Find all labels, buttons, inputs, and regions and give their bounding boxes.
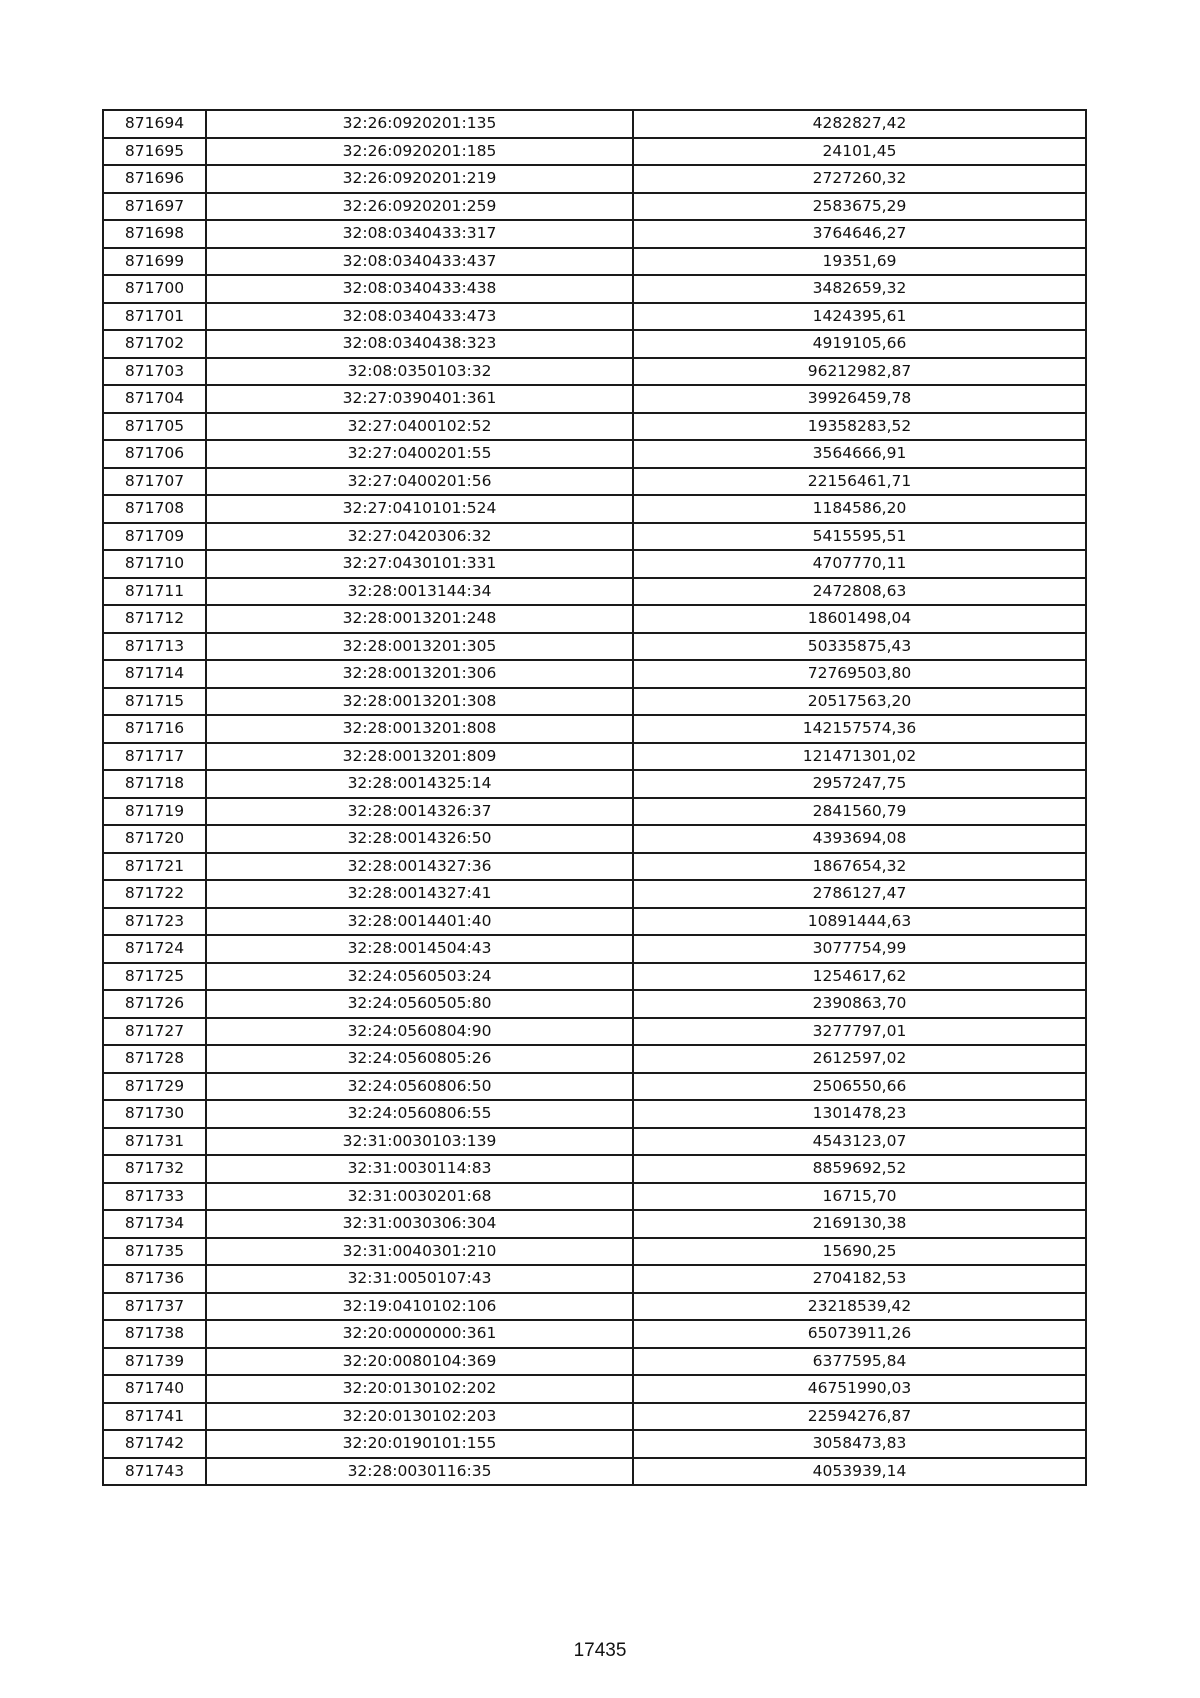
row-id-cell: 871696 (103, 165, 206, 193)
cadastral-number-cell: 32:24:0560806:50 (206, 1073, 633, 1101)
cadastral-number-cell: 32:27:0420306:32 (206, 523, 633, 551)
table-row (103, 605, 1086, 633)
value-cell: 4919105,66 (633, 330, 1086, 358)
cadastral-number-cell: 32:28:0030116:35 (206, 1458, 633, 1486)
cadastral-number-cell: 32:08:0340433:317 (206, 220, 633, 248)
cadastral-number-cell: 32:28:0013201:248 (206, 605, 633, 633)
value-cell: 5415595,51 (633, 523, 1086, 551)
row-id-cell: 871706 (103, 440, 206, 468)
value-cell: 4053939,14 (633, 1458, 1086, 1486)
row-id-cell: 871718 (103, 770, 206, 798)
cadastral-number-cell: 32:28:0014401:40 (206, 908, 633, 936)
value-cell: 39926459,78 (633, 385, 1086, 413)
cadastral-number-cell: 32:24:0560805:26 (206, 1045, 633, 1073)
row-id-cell: 871729 (103, 1073, 206, 1101)
row-id-cell: 871724 (103, 935, 206, 963)
value-cell: 2957247,75 (633, 770, 1086, 798)
row-id-cell: 871715 (103, 688, 206, 716)
table-row (103, 358, 1086, 386)
table-row (103, 770, 1086, 798)
cadastral-number-cell: 32:31:0050107:43 (206, 1265, 633, 1293)
table-row (103, 1348, 1086, 1376)
table-row (103, 550, 1086, 578)
table-row (103, 935, 1086, 963)
row-id-cell: 871707 (103, 468, 206, 496)
row-id-cell: 871731 (103, 1128, 206, 1156)
cadastral-number-cell: 32:08:0350103:32 (206, 358, 633, 386)
value-cell: 1867654,32 (633, 853, 1086, 881)
row-id-cell: 871700 (103, 275, 206, 303)
cadastral-number-cell: 32:28:0014326:50 (206, 825, 633, 853)
cadastral-number-cell: 32:20:0130102:202 (206, 1375, 633, 1403)
row-id-cell: 871697 (103, 193, 206, 221)
value-cell: 1184586,20 (633, 495, 1086, 523)
cadastral-number-cell: 32:31:0030201:68 (206, 1183, 633, 1211)
value-cell: 3764646,27 (633, 220, 1086, 248)
row-id-cell: 871711 (103, 578, 206, 606)
value-cell: 2727260,32 (633, 165, 1086, 193)
row-id-cell: 871695 (103, 138, 206, 166)
value-cell: 1301478,23 (633, 1100, 1086, 1128)
row-id-cell: 871699 (103, 248, 206, 276)
value-cell: 4707770,11 (633, 550, 1086, 578)
table-row (103, 413, 1086, 441)
table-row (103, 1293, 1086, 1321)
cadastral-number-cell: 32:31:0040301:210 (206, 1238, 633, 1266)
table-row (103, 880, 1086, 908)
value-cell: 50335875,43 (633, 633, 1086, 661)
value-cell: 15690,25 (633, 1238, 1086, 1266)
value-cell: 18601498,04 (633, 605, 1086, 633)
row-id-cell: 871720 (103, 825, 206, 853)
cadastral-number-cell: 32:08:0340433:473 (206, 303, 633, 331)
row-id-cell: 871742 (103, 1430, 206, 1458)
cadastral-number-cell: 32:20:0080104:369 (206, 1348, 633, 1376)
row-id-cell: 871734 (103, 1210, 206, 1238)
cadastral-number-cell: 32:27:0410101:524 (206, 495, 633, 523)
table-row (103, 660, 1086, 688)
table-row (103, 275, 1086, 303)
cadastral-number-cell: 32:31:0030114:83 (206, 1155, 633, 1183)
row-id-cell: 871722 (103, 880, 206, 908)
table-row (103, 1210, 1086, 1238)
cadastral-number-cell: 32:27:0400201:56 (206, 468, 633, 496)
value-cell: 96212982,87 (633, 358, 1086, 386)
cadastral-number-cell: 32:28:0013201:808 (206, 715, 633, 743)
cadastral-number-cell: 32:28:0014327:36 (206, 853, 633, 881)
row-id-cell: 871727 (103, 1018, 206, 1046)
value-cell: 121471301,02 (633, 743, 1086, 771)
row-id-cell: 871716 (103, 715, 206, 743)
cadastral-number-cell: 32:28:0014327:41 (206, 880, 633, 908)
table-row (103, 1073, 1086, 1101)
table-row (103, 1403, 1086, 1431)
row-id-cell: 871708 (103, 495, 206, 523)
cadastral-number-cell: 32:27:0430101:331 (206, 550, 633, 578)
value-cell: 3277797,01 (633, 1018, 1086, 1046)
row-id-cell: 871741 (103, 1403, 206, 1431)
table-row (103, 303, 1086, 331)
value-cell: 23218539,42 (633, 1293, 1086, 1321)
cadastral-number-cell: 32:26:0920201:259 (206, 193, 633, 221)
table-row (103, 385, 1086, 413)
row-id-cell: 871719 (103, 798, 206, 826)
table-row (103, 1265, 1086, 1293)
row-id-cell: 871723 (103, 908, 206, 936)
row-id-cell: 871736 (103, 1265, 206, 1293)
cadastral-number-cell: 32:08:0340433:438 (206, 275, 633, 303)
value-cell: 4543123,07 (633, 1128, 1086, 1156)
row-id-cell: 871732 (103, 1155, 206, 1183)
data-table (102, 109, 1087, 1486)
cadastral-number-cell: 32:20:0130102:203 (206, 1403, 633, 1431)
cadastral-number-cell: 32:28:0013201:306 (206, 660, 633, 688)
row-id-cell: 871709 (103, 523, 206, 551)
table-row (103, 110, 1086, 138)
value-cell: 2841560,79 (633, 798, 1086, 826)
cadastral-number-cell: 32:28:0014504:43 (206, 935, 633, 963)
value-cell: 19351,69 (633, 248, 1086, 276)
value-cell: 1424395,61 (633, 303, 1086, 331)
row-id-cell: 871739 (103, 1348, 206, 1376)
table-row (103, 193, 1086, 221)
cadastral-number-cell: 32:27:0400201:55 (206, 440, 633, 468)
value-cell: 2786127,47 (633, 880, 1086, 908)
cadastral-number-cell: 32:28:0013201:308 (206, 688, 633, 716)
cadastral-number-cell: 32:24:0560804:90 (206, 1018, 633, 1046)
cadastral-number-cell: 32:26:0920201:135 (206, 110, 633, 138)
value-cell: 46751990,03 (633, 1375, 1086, 1403)
cadastral-number-cell: 32:27:0400102:52 (206, 413, 633, 441)
table-row (103, 853, 1086, 881)
value-cell: 3077754,99 (633, 935, 1086, 963)
cadastral-number-cell: 32:28:0014326:37 (206, 798, 633, 826)
row-id-cell: 871694 (103, 110, 206, 138)
table-row (103, 578, 1086, 606)
cadastral-number-cell: 32:26:0920201:185 (206, 138, 633, 166)
value-cell: 6377595,84 (633, 1348, 1086, 1376)
row-id-cell: 871705 (103, 413, 206, 441)
table-row (103, 1458, 1086, 1486)
table-row (103, 633, 1086, 661)
cadastral-number-cell: 32:20:0000000:361 (206, 1320, 633, 1348)
table-row (103, 165, 1086, 193)
table-row (103, 1045, 1086, 1073)
data-table-container (102, 109, 1085, 1486)
table-row (103, 495, 1086, 523)
row-id-cell: 871725 (103, 963, 206, 991)
cadastral-number-cell: 32:27:0390401:361 (206, 385, 633, 413)
table-row (103, 468, 1086, 496)
value-cell: 4282827,42 (633, 110, 1086, 138)
cadastral-number-cell: 32:20:0190101:155 (206, 1430, 633, 1458)
value-cell: 22594276,87 (633, 1403, 1086, 1431)
row-id-cell: 871712 (103, 605, 206, 633)
value-cell: 72769503,80 (633, 660, 1086, 688)
cadastral-number-cell: 32:24:0560806:55 (206, 1100, 633, 1128)
value-cell: 65073911,26 (633, 1320, 1086, 1348)
value-cell: 16715,70 (633, 1183, 1086, 1211)
row-id-cell: 871717 (103, 743, 206, 771)
table-row (103, 1430, 1086, 1458)
cadastral-number-cell: 32:26:0920201:219 (206, 165, 633, 193)
value-cell: 3058473,83 (633, 1430, 1086, 1458)
value-cell: 2612597,02 (633, 1045, 1086, 1073)
value-cell: 19358283,52 (633, 413, 1086, 441)
table-row (103, 523, 1086, 551)
table-row (103, 330, 1086, 358)
table-row (103, 798, 1086, 826)
table-row (103, 825, 1086, 853)
row-id-cell: 871737 (103, 1293, 206, 1321)
cadastral-number-cell: 32:31:0030306:304 (206, 1210, 633, 1238)
table-body (103, 110, 1086, 1485)
table-row (103, 688, 1086, 716)
value-cell: 24101,45 (633, 138, 1086, 166)
cadastral-number-cell: 32:28:0013144:34 (206, 578, 633, 606)
row-id-cell: 871704 (103, 385, 206, 413)
table-row (103, 715, 1086, 743)
row-id-cell: 871703 (103, 358, 206, 386)
row-id-cell: 871714 (103, 660, 206, 688)
table-row (103, 440, 1086, 468)
table-row (103, 220, 1086, 248)
cadastral-number-cell: 32:08:0340438:323 (206, 330, 633, 358)
table-row (103, 1128, 1086, 1156)
row-id-cell: 871721 (103, 853, 206, 881)
table-row (103, 990, 1086, 1018)
row-id-cell: 871713 (103, 633, 206, 661)
value-cell: 2169130,38 (633, 1210, 1086, 1238)
value-cell: 1254617,62 (633, 963, 1086, 991)
row-id-cell: 871701 (103, 303, 206, 331)
table-row (103, 908, 1086, 936)
value-cell: 4393694,08 (633, 825, 1086, 853)
table-row (103, 1320, 1086, 1348)
row-id-cell: 871728 (103, 1045, 206, 1073)
value-cell: 10891444,63 (633, 908, 1086, 936)
row-id-cell: 871698 (103, 220, 206, 248)
value-cell: 8859692,52 (633, 1155, 1086, 1183)
row-id-cell: 871710 (103, 550, 206, 578)
value-cell: 2583675,29 (633, 193, 1086, 221)
row-id-cell: 871702 (103, 330, 206, 358)
cadastral-number-cell: 32:08:0340433:437 (206, 248, 633, 276)
value-cell: 2704182,53 (633, 1265, 1086, 1293)
table-row (103, 1155, 1086, 1183)
value-cell: 20517563,20 (633, 688, 1086, 716)
value-cell: 2390863,70 (633, 990, 1086, 1018)
table-row (103, 1018, 1086, 1046)
table-row (103, 248, 1086, 276)
value-cell: 22156461,71 (633, 468, 1086, 496)
value-cell: 142157574,36 (633, 715, 1086, 743)
row-id-cell: 871730 (103, 1100, 206, 1128)
cadastral-number-cell: 32:24:0560505:80 (206, 990, 633, 1018)
value-cell: 3564666,91 (633, 440, 1086, 468)
cadastral-number-cell: 32:28:0014325:14 (206, 770, 633, 798)
table-row (103, 743, 1086, 771)
table-row (103, 1100, 1086, 1128)
table-row (103, 963, 1086, 991)
row-id-cell: 871726 (103, 990, 206, 1018)
row-id-cell: 871738 (103, 1320, 206, 1348)
row-id-cell: 871740 (103, 1375, 206, 1403)
cadastral-number-cell: 32:28:0013201:809 (206, 743, 633, 771)
row-id-cell: 871733 (103, 1183, 206, 1211)
cadastral-number-cell: 32:31:0030103:139 (206, 1128, 633, 1156)
table-row (103, 1238, 1086, 1266)
row-id-cell: 871735 (103, 1238, 206, 1266)
table-row (103, 1375, 1086, 1403)
table-row (103, 1183, 1086, 1211)
table-row (103, 138, 1086, 166)
row-id-cell: 871743 (103, 1458, 206, 1486)
cadastral-number-cell: 32:19:0410102:106 (206, 1293, 633, 1321)
value-cell: 3482659,32 (633, 275, 1086, 303)
cadastral-number-cell: 32:24:0560503:24 (206, 963, 633, 991)
value-cell: 2472808,63 (633, 578, 1086, 606)
cadastral-number-cell: 32:28:0013201:305 (206, 633, 633, 661)
value-cell: 2506550,66 (633, 1073, 1086, 1101)
page-number: 17435 (573, 1640, 627, 1661)
